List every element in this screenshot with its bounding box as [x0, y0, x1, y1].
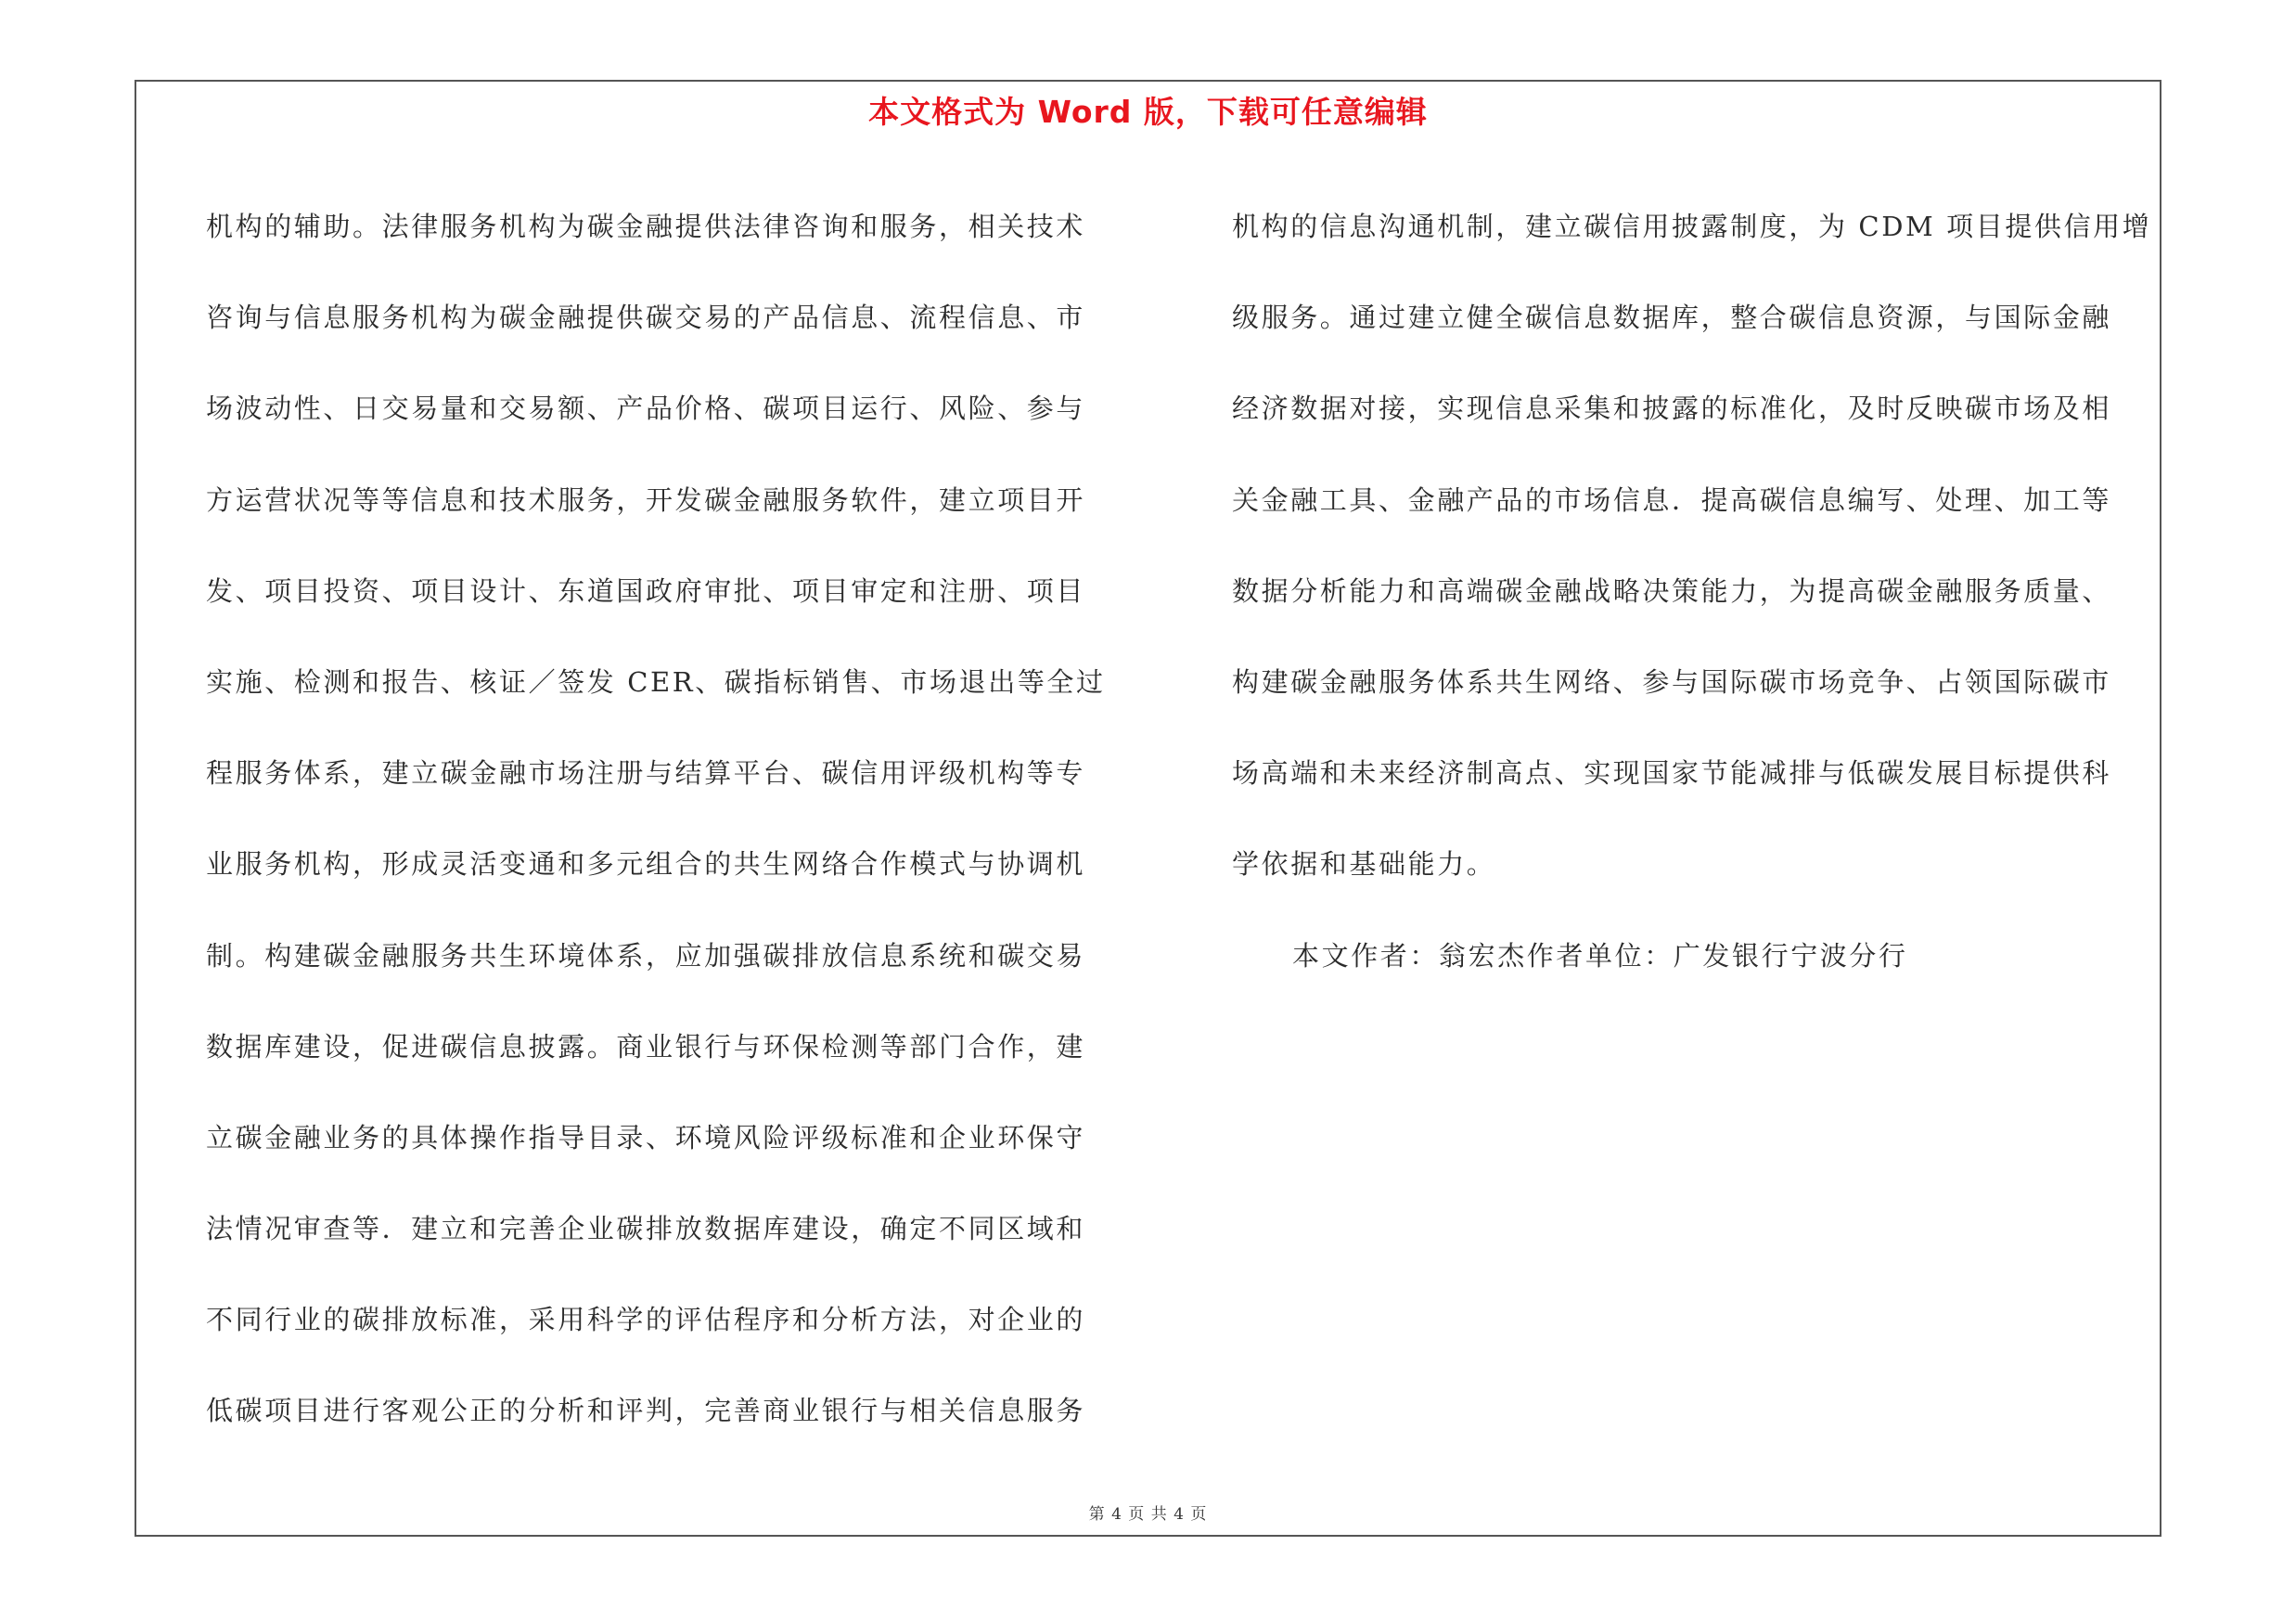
- text-line: 数据分析能力和高端碳金融战略决策能力，为提高碳金融服务质量、: [1232, 574, 2112, 607]
- text-line: 关金融工具、金融产品的市场信息．提高碳信息编写、处理、加工等: [1232, 483, 2112, 516]
- text-line: 程服务体系，建立碳金融市场注册与结算平台、碳信用评级机构等专: [206, 757, 1086, 790]
- text-line: 不同行业的碳排放标准，采用科学的评估程序和分析方法，对企业的: [206, 1304, 1086, 1336]
- text-line: 经济数据对接，实现信息采集和披露的标准化，及时反映碳市场及相: [1232, 393, 2112, 425]
- text-line: 学依据和基础能力。: [1232, 848, 1496, 881]
- format-banner: 本文格式为 Word 版，下载可任意编辑: [868, 94, 1428, 130]
- text-line: 方运营状况等等信息和技术服务，开发碳金融服务软件，建立项目开: [206, 483, 1086, 516]
- text-line: 法情况审查等．建立和完善企业碳排放数据库建设，确定不同区域和: [206, 1213, 1086, 1245]
- text-line: 制。构建碳金融服务共生环境体系，应加强碳排放信息系统和碳交易: [206, 939, 1086, 972]
- right-column: [1232, 181, 2160, 1001]
- left-column: [206, 181, 1134, 1457]
- text-line: 机构的信息沟通机制，建立碳信用披露制度，为 CDM 项目提供信用增: [1232, 211, 2152, 242]
- text-line: 立碳金融业务的具体操作指导目录、环境风险评级标准和企业环保守: [206, 1121, 1086, 1153]
- text-line: 构建碳金融服务体系共生网络、参与国际碳市场竞争、占领国际碳市: [1232, 665, 2112, 698]
- text-line: 发、项目投资、项目设计、东道国政府审批、项目审定和注册、项目: [206, 574, 1086, 607]
- text-line: 低碳项目进行客观公正的分析和评判，完善商业银行与相关信息服务: [206, 1395, 1086, 1427]
- text-line: 场波动性、日交易量和交易额、产品价格、碳项目运行、风险、参与: [206, 393, 1086, 425]
- text-line: 业服务机构，形成灵活变通和多元组合的共生网络合作模式与协调机: [206, 848, 1086, 881]
- author-info: 本文作者：翁宏杰作者单位：广发银行宁波分行: [1292, 939, 1908, 972]
- text-line: 咨询与信息服务机构为碳金融提供碳交易的产品信息、流程信息、市: [206, 302, 1086, 334]
- text-line: 机构的辅助。法律服务机构为碳金融提供法律咨询和服务，相关技术: [206, 211, 1086, 242]
- text-line: 数据库建设，促进碳信息披露。商业银行与环保检测等部门合作，建: [206, 1030, 1086, 1063]
- text-line: 实施、检测和报告、核证／签发 CER、碳指标销售、市场退出等全过: [206, 665, 1106, 698]
- text-line: 级服务。通过建立健全碳信息数据库，整合碳信息资源，与国际金融: [1232, 302, 2112, 334]
- page-number: 第 4 页 共 4 页: [1088, 1505, 1208, 1524]
- text-line: 场高端和未来经济制高点、实现国家节能减排与低碳发展目标提供科: [1232, 757, 2112, 790]
